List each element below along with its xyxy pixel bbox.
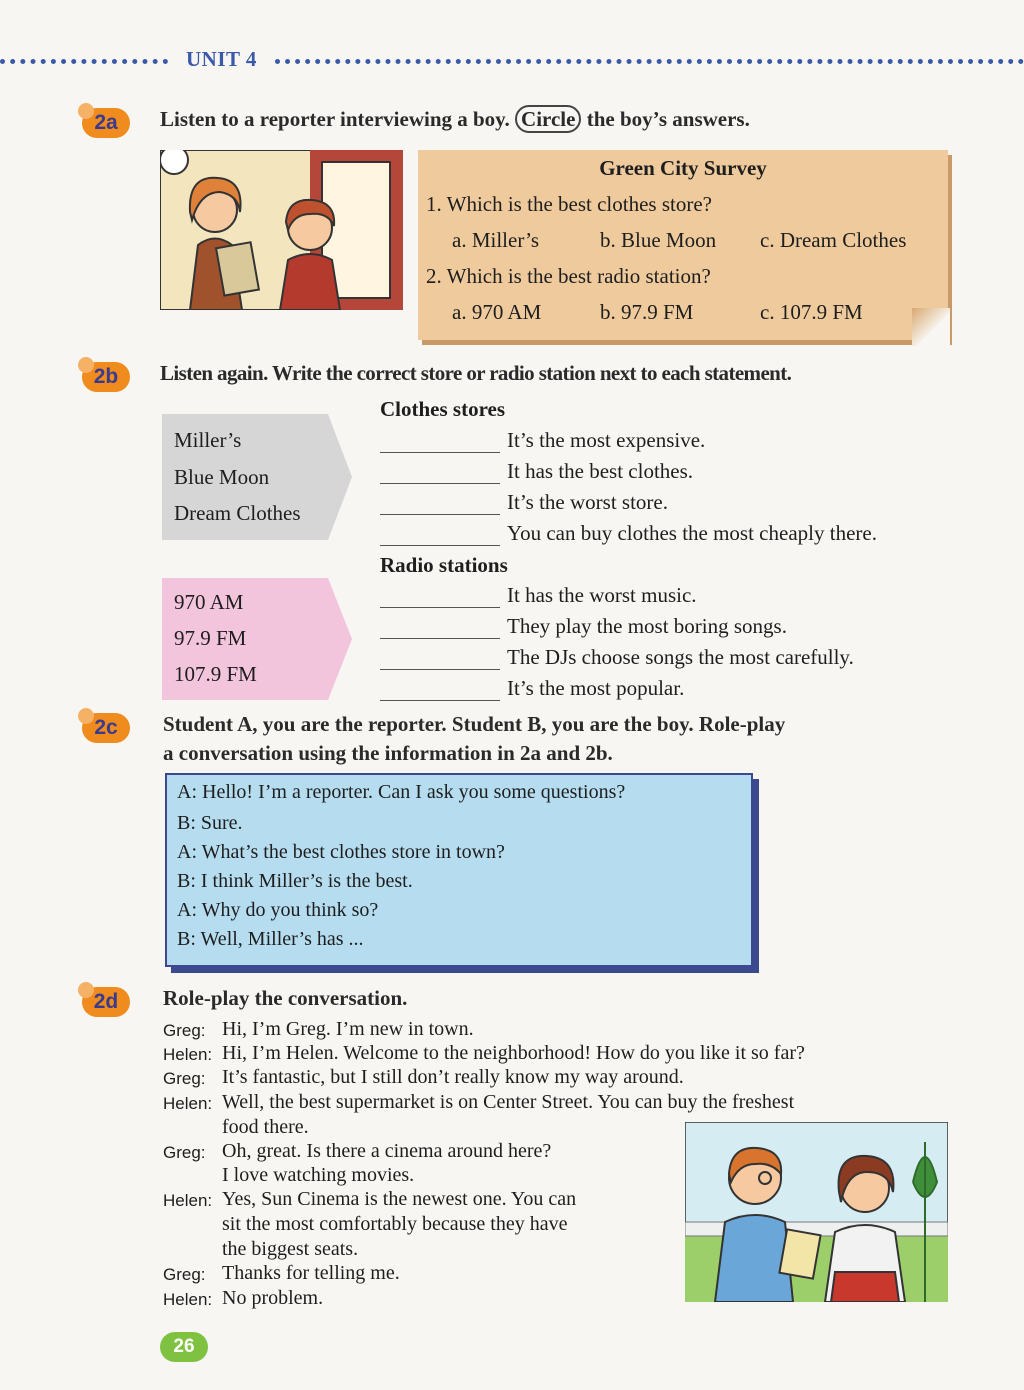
radio-statement-3: The DJs choose songs the most carefully.	[507, 645, 854, 669]
q1-option-b[interactable]: b. Blue Moon	[600, 228, 717, 252]
conversation-line: Yes, Sun Cinema is the newest one. You can	[222, 1188, 577, 1210]
conversation-line: sit the most comfortably because they have	[222, 1213, 568, 1235]
speaker-label: Greg:	[163, 1021, 206, 1040]
clothes-statement-3: It’s the worst store.	[507, 490, 668, 514]
unit-title: UNIT 4	[186, 47, 257, 71]
station-979fm: 97.9 FM	[174, 626, 247, 650]
survey-question-1: 1. Which is the best clothes store?	[426, 192, 712, 216]
station-970am: 970 AM	[174, 590, 244, 614]
circle-word: Circle	[515, 105, 581, 133]
q1-option-c[interactable]: c. Dream Clothes	[760, 228, 907, 252]
blank-clothes-2[interactable]	[380, 483, 500, 484]
conversation-line: Thanks for telling me.	[222, 1262, 400, 1284]
clothes-stores-heading: Clothes stores	[380, 397, 506, 421]
blank-radio-1[interactable]	[380, 607, 500, 608]
survey-title: Green City Survey	[599, 156, 767, 180]
q2-option-b[interactable]: b. 97.9 FM	[600, 300, 694, 324]
dialogue-line: B: Well, Miller’s has ...	[177, 928, 364, 950]
conversation-line: I love watching movies.	[222, 1164, 415, 1186]
blank-radio-3[interactable]	[380, 669, 500, 670]
badge-2b: 2b	[82, 362, 130, 392]
dialogue-line: B: Sure.	[177, 812, 243, 834]
radio-statement-1: It has the worst music.	[507, 583, 697, 607]
conversation-line: Hi, I’m Greg. I’m new in town.	[222, 1018, 474, 1040]
radio-statement-2: They play the most boring songs.	[507, 614, 787, 638]
dialogue-line: A: Hello! I’m a reporter. Can I ask you some questions?	[177, 781, 626, 803]
store-blue-moon: Blue Moon	[174, 465, 270, 489]
speaker-label: Helen:	[163, 1094, 213, 1113]
store-millers: Miller’s	[174, 428, 242, 452]
q2-option-c[interactable]: c. 107.9 FM	[760, 300, 863, 324]
conversation-line: Hi, I’m Helen. Welcome to the neighborhood! How do you like it so far?	[222, 1042, 805, 1064]
survey-question-2: 2. Which is the best radio station?	[426, 264, 711, 288]
dialogue-line: A: Why do you think so?	[177, 899, 379, 921]
badge-2c: 2c	[82, 713, 130, 743]
store-dream-clothes: Dream Clothes	[174, 501, 301, 525]
header-dots-right	[275, 59, 1024, 64]
instruction-2c-line2: a conversation using the information in 2a and 2b.	[163, 741, 613, 765]
badge-2d: 2d	[82, 987, 130, 1017]
instruction-2c-line1: Student A, you are the reporter. Student B, you are the boy. Role-play	[163, 712, 786, 736]
conversation-line: Oh, great. Is there a cinema around here?	[222, 1140, 552, 1162]
dialogue-line: A: What’s the best clothes store in town?	[177, 841, 505, 863]
clothes-statement-1: It’s the most expensive.	[507, 428, 706, 452]
conversation-line: No problem.	[222, 1287, 324, 1309]
survey-card	[418, 150, 948, 340]
speaker-label: Helen:	[163, 1045, 213, 1064]
clothes-statement-4: You can buy clothes the most cheaply there.	[507, 521, 877, 545]
speaker-label: Helen:	[163, 1290, 213, 1309]
dialogue-box	[165, 773, 753, 967]
page-number: 26	[160, 1332, 208, 1362]
blank-clothes-4[interactable]	[380, 545, 500, 546]
q2-option-a[interactable]: a. 970 AM	[452, 300, 542, 324]
speaker-label: Greg:	[163, 1143, 206, 1162]
speaker-label: Greg:	[163, 1069, 206, 1088]
q1-option-a[interactable]: a. Miller’s	[452, 228, 540, 252]
instruction-2b: Listen again. Write the correct store or radio station next to each statement.	[160, 361, 792, 385]
page-curl	[912, 308, 950, 346]
blank-clothes-3[interactable]	[380, 514, 500, 515]
dialogue-line: B: I think Miller’s is the best.	[177, 870, 413, 892]
badge-2a: 2a	[82, 108, 130, 138]
conversation-line: Well, the best supermarket is on Center Street. You can buy the freshest	[222, 1091, 795, 1113]
radio-stations-heading: Radio stations	[380, 553, 508, 577]
instruction-2a: Listen to a reporter interviewing a boy. Circle the boy’s answers.	[160, 107, 750, 131]
interview-illustration	[160, 150, 403, 310]
conversation-line: food there.	[222, 1116, 309, 1138]
blank-radio-4[interactable]	[380, 700, 500, 701]
header-dots-left	[0, 59, 168, 64]
conversation-line: It’s fantastic, but I still don’t really know my way around.	[222, 1066, 684, 1088]
station-1079fm: 107.9 FM	[174, 662, 257, 686]
clothes-statement-2: It has the best clothes.	[507, 459, 694, 483]
conversation-line: the biggest seats.	[222, 1238, 359, 1260]
blank-radio-2[interactable]	[380, 638, 500, 639]
speaker-label: Helen:	[163, 1191, 213, 1210]
greg-helen-illustration	[685, 1122, 948, 1302]
blank-clothes-1[interactable]	[380, 452, 500, 453]
instruction-2d: Role-play the conversation.	[163, 986, 408, 1010]
speaker-label: Greg:	[163, 1265, 206, 1284]
radio-statement-4: It’s the most popular.	[507, 676, 685, 700]
